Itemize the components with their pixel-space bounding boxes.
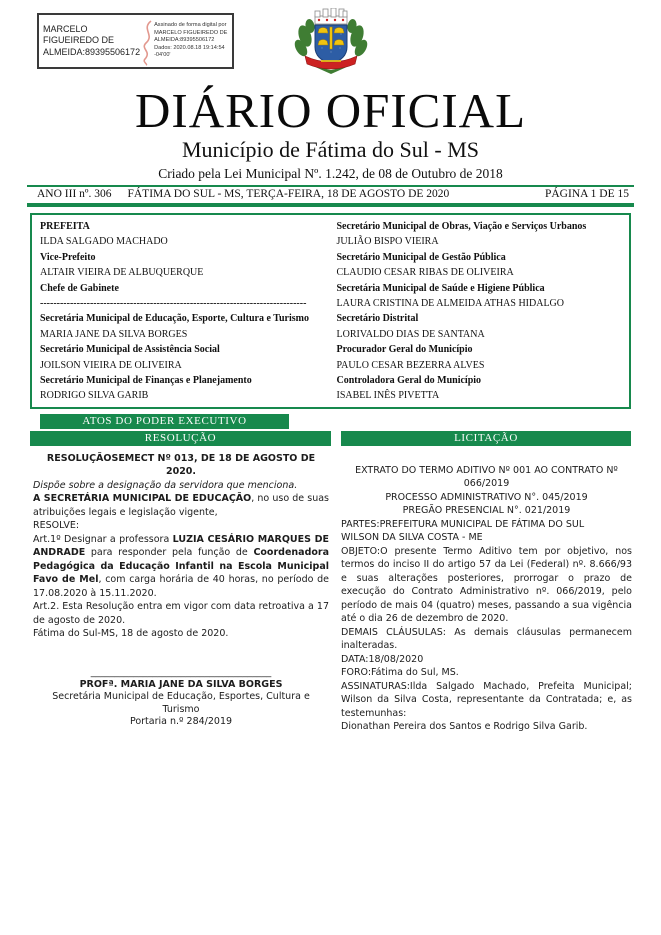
header-rule-bottom [27,203,634,207]
article-1-segment: Art.1º Designar a professora [33,533,173,545]
official-name: ILDA SALGADO MACHADO [40,236,168,248]
signatory-role: Secretária Municipal de Educação, Esportes, Cultura e Turismo [52,691,310,715]
official-title: Secretário Municipal de Obras, Viação e Serviços Urbanos [336,221,587,232]
partes-line2: WILSON DA SILVA COSTA - ME [341,532,483,544]
resolution-ementa: Dispõe sobre a designação da servidora que menciona. [33,479,298,491]
article-1 [33,533,329,600]
section-bar-resolucao: RESOLUÇÃO [30,431,331,446]
place-date: FÁTIMA DO SUL - MS, TERÇA-FEIRA, 18 DE AGOSTO DE 2020 [127,188,450,200]
official-title: Procurador Geral do Município [336,344,473,356]
official-title: Secretário Municipal de Assistência Social [40,344,220,356]
article-1-bold-name: LUZIA CESÁRIO MARQUES DE ANDRADE [33,533,329,559]
official-name: LORIVALDO DIAS DE SANTANA [336,328,485,340]
edition-info-row [37,188,629,200]
officials-box [30,213,631,409]
official-title: Chefe de Gabinete [40,282,119,294]
article-1-segment: , com carga horária de 40 horas, no período de 17.08.2020 à 15.11.2020. [33,574,330,599]
resolution-preamble [33,492,329,519]
signatory-name: PROFª. MARIA JANE DA SILVA BORGES [79,679,283,691]
resolution-heading: RESOLUÇÃOSEMECT Nº 013, DE 18 DE AGOSTO DE 2020. [46,453,316,478]
signature-details: Assinado de forma digital por MARCELO FIGUEIREDO DE ALMEIDA:89395506172 Dados: 2020.08.18 19:14:54 -04'00' [154,22,228,59]
licitacao-column [341,452,632,734]
assinaturas-paragraph: ASSINATURAS:Ilda Salgado Machado, Prefeita Municipal; Wilson da Silva Costa, representante da Contratada; e, as testemunhas: [341,680,632,719]
official-title: Vice-Prefeito [40,251,96,263]
article-1-segment: para responder pela função de [85,547,254,559]
demais-clausulas: DEMAIS CLÁUSULAS: As demais cláusulas permanecem inalteradas. [341,626,632,652]
preamble-segment: , no uso de suas atribuições legais e legislação vigente, [33,493,329,518]
municipal-coat-of-arms-icon [291,8,371,78]
extract-heading-line3: PREGÃO PRESENCIAL N°. 021/2019 [402,505,571,517]
official-title: Secretário Municipal de Finanças e Planejamento [40,375,252,387]
official-name: PAULO CESAR BEZERRA ALVES [336,359,485,371]
section-bar-licitacao: LICITAÇÃO [341,431,631,446]
official-name: CLAUDIO CESAR RIBAS DE OLIVEIRA [336,267,514,279]
section-bar-atos-do-poder-executivo: ATOS DO PODER EXECUTIVO [40,414,289,429]
extract-heading-line1: EXTRATO DO TERMO ADITIVO Nº 001 AO CONTRATO Nº 066/2019 [355,465,618,490]
partes-line1: PARTES:PREFEITURA MUNICIPAL DE FÁTIMA DO SUL [341,518,585,530]
official-name: LAURA CRISTINA DE ALMEIDA ATHAS HIDALGO [336,298,565,310]
edition-number: ANO III nº. 306 [37,188,112,200]
signature-scribble-icon [137,19,159,67]
resolution-column [33,452,329,729]
official-name: MARIA JANE DA SILVA BORGES [40,328,188,340]
data-line: DATA:18/08/2020 [341,653,424,665]
signature-line: ______________________________________ [90,666,272,678]
official-title: Secretária Municipal de Saúde e Higiene Pública [336,282,545,294]
official-name: ALTAIR VIEIRA DE ALBUQUERQUE [40,267,204,279]
signature-block [33,667,329,729]
article-1-bold-role: Coordenadora Pedagógica da Educação Infantil na Escola Municipal Favo de Mel [33,547,329,586]
official-name: ISABEL INÊS PIVETTA [336,390,440,402]
resolve-label: RESOLVE: [33,520,80,532]
testemunhas-line: Dionathan Pereira dos Santos e Rodrigo Silva Garib. [341,721,588,733]
gazette-title: DIÁRIO OFICIAL [135,83,526,138]
officials-left-column [40,219,325,403]
signer-name: MARCELO FIGUEIREDO DE ALMEIDA:89395506172 [43,24,141,57]
official-name: RODRIGO SILVA GARIB [40,390,149,402]
official-name: JULIÃO BISPO VIEIRA [336,236,439,248]
officials-right-column [337,219,622,403]
extract-heading [341,464,632,518]
objeto-paragraph: OBJETO:O presente Termo Aditivo tem por objetivo, nos termos do inciso II do artigo 57 da Lei (Federal) nº. 8.666/93 e suas alterações posteriores, prorrogar o prazo de execução do Contrato Administrativo nº. 066/2019, pelo período de mais 04 (quatro) meses, passando a sua vigência até o dia 26 de dezembro de 2020. [341,545,632,625]
extract-heading-line2: PROCESSO ADMINISTRATIVO N°. 045/2019 [385,491,588,503]
official-name: JOILSON VIEIRA DE OLIVEIRA [40,359,182,371]
preamble-bold-segment: A SECRETÁRIA MUNICIPAL DE EDUCAÇÃO [33,493,252,505]
official-title: Controladora Geral do Município [336,375,482,387]
dashed-divider: -------------------------------------------------------------------------------- [40,298,307,310]
official-title: PREFEITA [40,221,90,232]
foro-line: FORO:Fátima do Sul, MS. [341,667,459,679]
digital-signature-stamp [37,13,234,69]
article-2: Art.2. Esta Resolução entra em vigor com data retroativa a 17 de agosto de 2020. [33,601,329,626]
municipality-subtitle: Município de Fátima do Sul - MS [182,137,479,162]
page-number: PÁGINA 1 DE 15 [544,188,629,200]
header-rule-top [27,185,634,187]
signatory-portaria: Portaria n.º 284/2019 [129,716,233,728]
official-title: Secretária Municipal de Educação, Esporte, Cultura e Turismo [40,313,309,325]
resolution-place-date: Fátima do Sul-MS, 18 de agosto de 2020. [33,628,229,640]
official-title: Secretário Distrital [336,313,419,325]
official-title: Secretário Municipal de Gestão Pública [336,251,506,263]
creation-law-line: Criado pela Lei Municipal Nº. 1.242, de 08 de Outubro de 2018 [158,166,503,181]
